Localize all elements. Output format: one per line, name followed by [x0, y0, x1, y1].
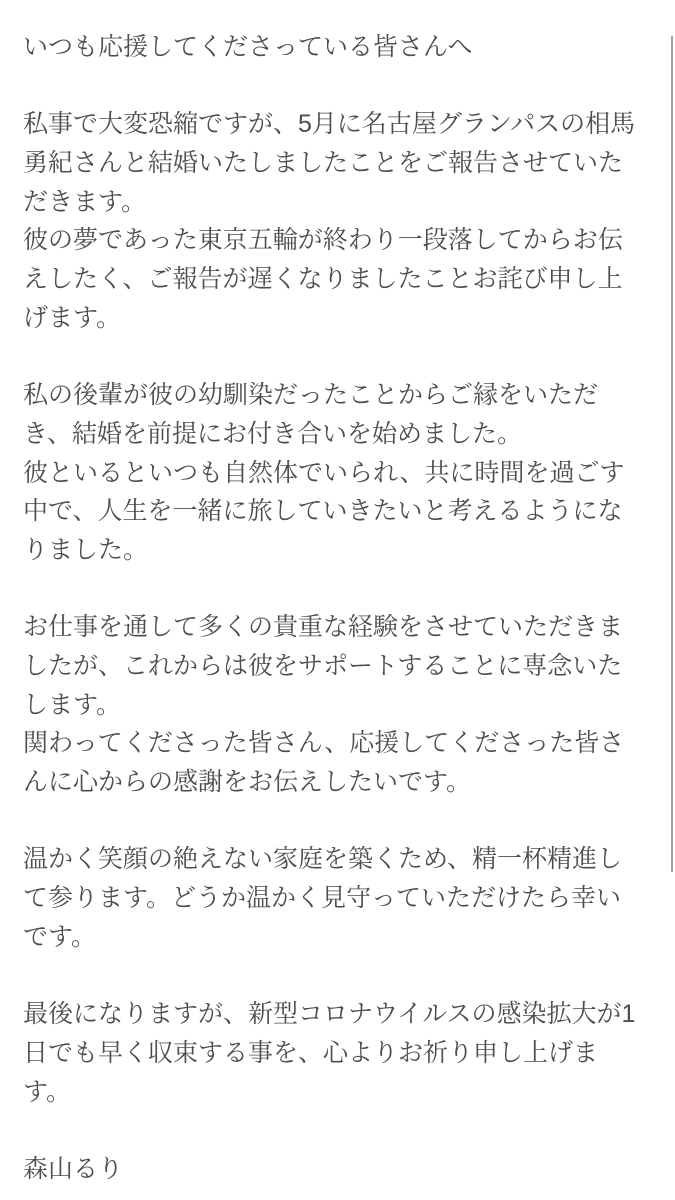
- text-line: て参ります。どうか温かく見守っていただけたら幸い: [23, 884, 622, 913]
- text-line: 森山るり: [23, 1154, 124, 1183]
- text-line: だきます。: [23, 187, 147, 216]
- text-line: んに心からの感謝をお伝えしたいです。: [23, 768, 472, 797]
- text-line: げます。: [23, 303, 122, 332]
- text-line: 勇紀さんと結婚いたしましたことをご報告させていた: [23, 149, 624, 178]
- text-line: です。: [23, 922, 97, 951]
- text-line: したが、これからは彼をサポートすることに専念いた: [23, 652, 623, 680]
- blank-line: [23, 67, 645, 106]
- text-line: 温かく笑顔の絶えない家庭を築くため、精一杯精進し: [23, 845, 623, 874]
- text-line: お仕事を通して多くの貴重な経験をさせていただきま: [23, 613, 624, 642]
- text-line: 日でも早く収束する事を、心よりお祈り申し上げま: [23, 1038, 599, 1067]
- blank-line: [23, 1111, 645, 1150]
- text-line: りました。: [23, 535, 149, 564]
- text-line: 最後になりますが、新型コロナウイルスの感染拡大が1: [23, 1000, 636, 1029]
- statement-text: [23, 28, 645, 1189]
- text-line: 私事で大変恐縮ですが、5月に名古屋グランパスの相馬: [23, 110, 636, 139]
- text-line: 関わってくださった皆さん、応援してくださった皆さ: [23, 729, 625, 758]
- text-line: します。: [23, 690, 122, 719]
- blank-line: [23, 957, 645, 996]
- text-line: き、結婚を前提にお付き合いを始めました。: [23, 419, 523, 448]
- text-line: 中で、人生を一緒に旅していきたいと考えるようにな: [23, 497, 623, 526]
- scrollbar-thumb[interactable]: [671, 36, 673, 872]
- text-line: す。: [23, 1077, 72, 1106]
- text-line: えしたく、ご報告が遅くなりましたことお詫び申し上: [23, 265, 623, 294]
- text-line: 私の後輩が彼の幼馴染だったことからご縁をいただ: [23, 381, 599, 410]
- text-line: いつも応援してくださっている皆さんへ: [23, 33, 473, 61]
- blank-line: [23, 802, 645, 841]
- blank-line: [23, 338, 645, 377]
- blank-line: [23, 570, 645, 609]
- text-line: 彼の夢であった東京五輪が終わり一段落してからお伝: [23, 226, 623, 255]
- text-line: 彼といるといつも自然体でいられ、共に時間を過ごす: [23, 458, 625, 487]
